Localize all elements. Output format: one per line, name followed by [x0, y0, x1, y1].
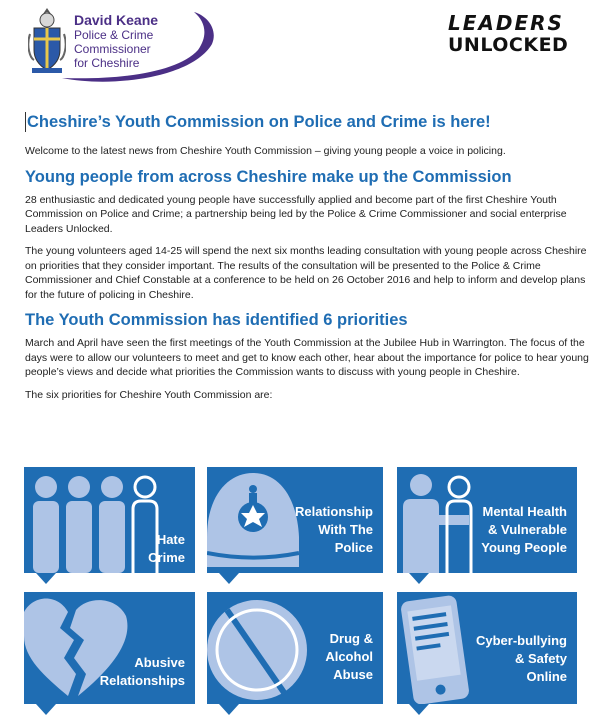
priority-label: Hate Crime [148, 532, 185, 565]
leaders-unlocked-top: LEADERS [448, 11, 564, 35]
priority-tile-abusive-relationships [24, 592, 195, 704]
pcc-title-block [74, 12, 158, 70]
leaders-unlocked-bottom: UNLOCKED [448, 34, 569, 56]
priority-label: Drug & Alcohol Abuse [325, 631, 373, 682]
section2-paragraph-2: The six priorities for Cheshire Youth Commission are: [25, 388, 273, 401]
intro-paragraph: Welcome to the latest news from Cheshire Youth Commission – giving young people a voice in policing. [25, 145, 506, 157]
section1-paragraph-1: 28 enthusiastic and dedicated young people have successfully applied and become part of the first Cheshire Youth Commission on Police and Crime; a partnership being led by the Police & Crime Commissioner and social enterprise Leaders Unlocked. [25, 193, 567, 235]
priority-label: Abusive Relationships [99, 655, 185, 688]
priority-tile-relationship-police [207, 467, 383, 573]
tile-pointer [36, 704, 56, 715]
priority-tile-hate-crime [24, 467, 195, 573]
priority-tile-cyber-bullying [397, 592, 577, 704]
pcc-line-2: Commissioner [74, 42, 151, 56]
tile-pointer [219, 573, 239, 584]
section2-heading: The Youth Commission has identified 6 priorities [25, 311, 408, 329]
leaders-unlocked-logo [448, 12, 588, 56]
pcc-line-1: Police & Crime [74, 28, 154, 42]
article-title: Cheshire’s Youth Commission on Police and Crime is here! [25, 112, 591, 132]
pcc-logo [22, 4, 222, 84]
section2-paragraph-1: March and April have seen the first meetings of the Youth Commission at the Jubilee Hub in Warrington. The focus of the days were to allow our volunteers to meet and get to know each other, hear about the importance for police to hear young people’s views and decide what priorities the Commission wants to discuss with young people in Cheshire. [25, 337, 589, 378]
pcc-line-3: for Cheshire [74, 56, 140, 70]
section1-heading: Young people from across Cheshire make up the Commission [25, 167, 512, 186]
priority-tile-drug-alcohol [207, 592, 383, 704]
tile-pointer [409, 704, 429, 715]
article [25, 112, 591, 410]
priority-label: Cyber-bullying & Safety Online [475, 633, 567, 684]
priority-label: Mental Health & Vulnerable Young People [481, 504, 567, 555]
tile-pointer [409, 573, 429, 584]
tile-pointer [219, 704, 239, 715]
priority-label: Relationship With The Police [294, 504, 373, 555]
section1-paragraph-2: The young volunteers aged 14-25 will spend the next six months leading consultation with young people across Cheshire on priorities that they consider important. The results of the consultation will be presented to the Police & Crime Commissioner and Chief Constable at a conference to be held on 26 October 2016 and help to inform and develop plans for the future of policing in Cheshire. [25, 245, 587, 301]
tile-pointer [36, 573, 56, 584]
police-crest-icon [28, 6, 66, 76]
pcc-name: David Keane [74, 12, 159, 28]
priority-tile-mental-health [397, 467, 577, 573]
